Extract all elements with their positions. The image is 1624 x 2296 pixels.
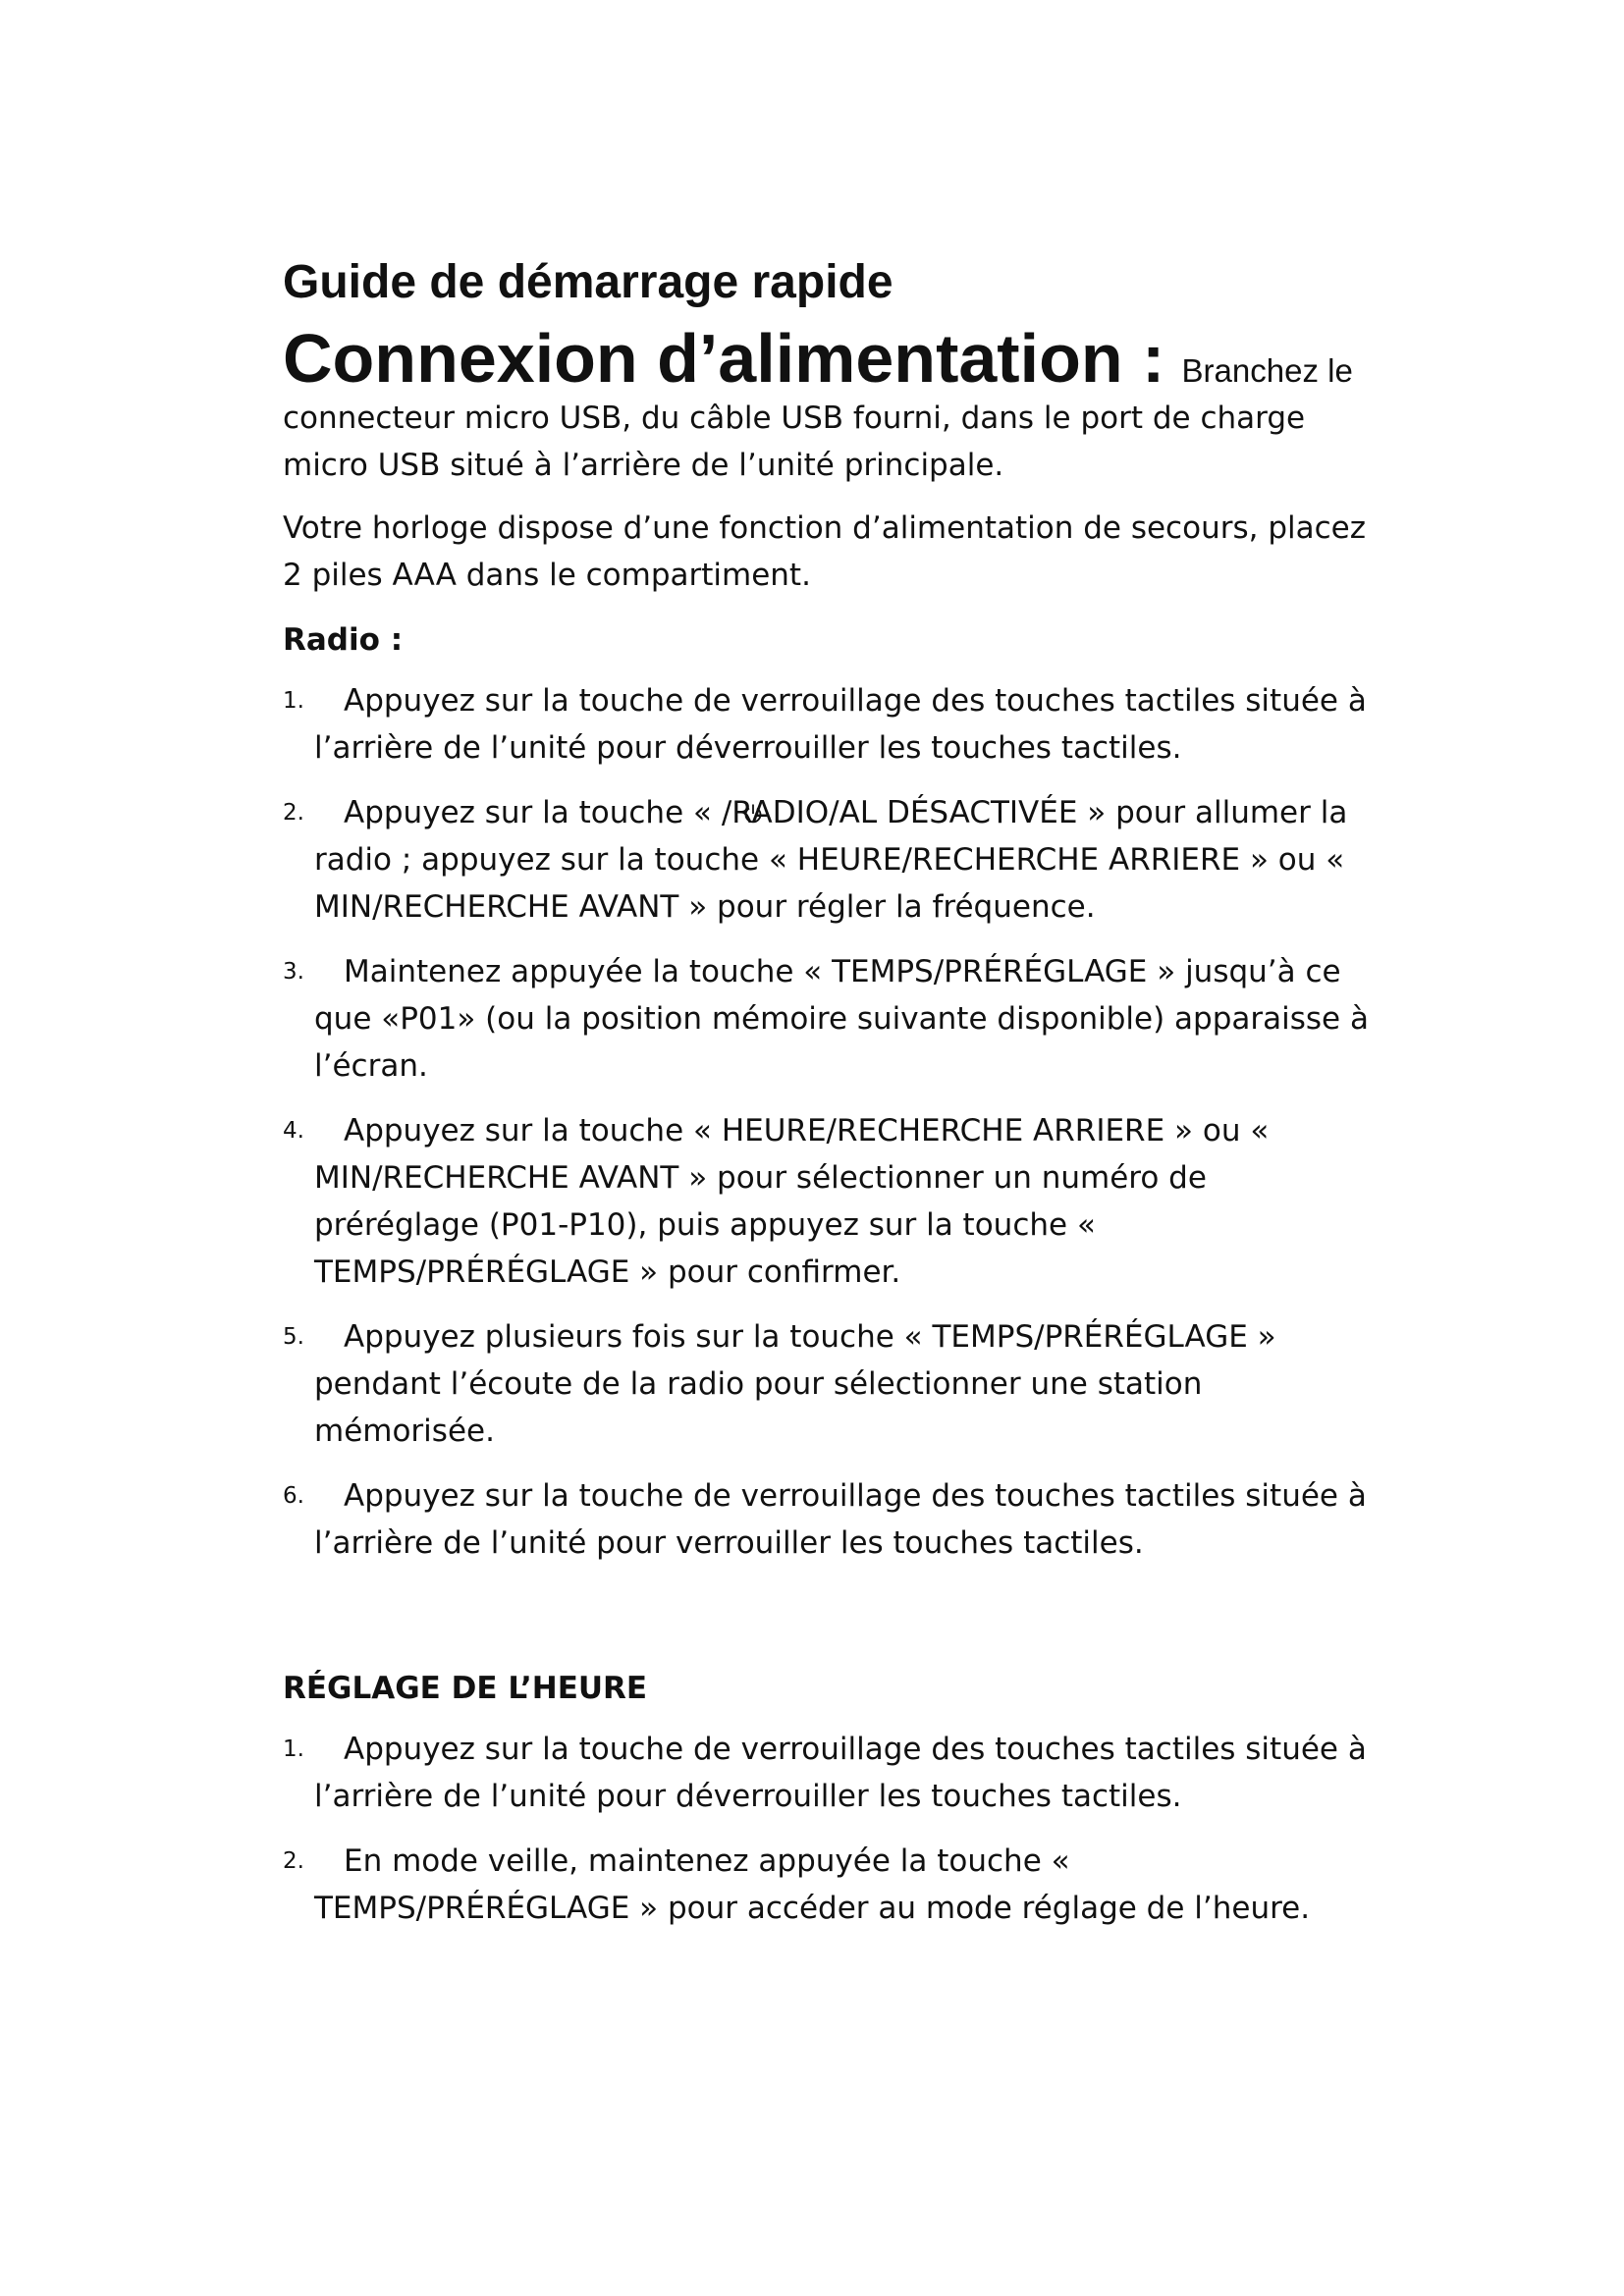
power-icon [714, 791, 733, 813]
step-text-after-icon: /RADIO/AL DÉSACTIVÉE » pour allumer la radio ; appuyez sur la touche « HEURE/RECHERCHE ARRIERE » ou « MIN/RECHERCHE AVANT » pour régler la fréquence. [314, 795, 1348, 925]
step-text: Appuyez sur la touche « HEURE/RECHERCHE ARRIERE » ou « MIN/RECHERCHE AVANT » pour sélectionner un numéro de préréglage (P01-P10), puis appuyez sur la touche « TEMPS/PRÉRÉGLAGE » pour confirmer. [314, 1113, 1270, 1290]
power-connection-inline: Branchez le [1181, 352, 1353, 389]
step-text: Appuyez sur la touche de verrouillage des touches tactiles située à l’arrière de l’unité pour déverrouiller les touches tactiles. [314, 1732, 1367, 1814]
step-number: 1. [283, 1736, 304, 1762]
radio-step [283, 1313, 1373, 1455]
time-setting-step [283, 1838, 1373, 1932]
step-number: 1. [283, 688, 304, 714]
radio-step [283, 789, 1373, 931]
step-text [314, 789, 1373, 931]
step-text: En mode veille, maintenez appuyée la touche « TEMPS/PRÉRÉGLAGE » pour accéder au mode réglage de l’heure. [314, 1843, 1311, 1926]
power-connection-heading: Connexion d’alimentation : [283, 320, 1165, 397]
step-number: 2. [283, 800, 304, 826]
radio-step [283, 1472, 1373, 1567]
guide-title: Guide de démarrage rapide [283, 256, 893, 308]
document-page [283, 245, 1373, 1949]
step-number: 4. [283, 1118, 304, 1144]
step-text: Appuyez sur la touche de verrouillage des touches tactiles située à l’arrière de l’unité pour déverrouiller les touches tactiles. [314, 683, 1367, 766]
radio-steps [283, 677, 1373, 1567]
step-text: Appuyez sur la touche de verrouillage des touches tactiles située à l’arrière de l’unité pour verrouiller les touches tactiles. [314, 1478, 1367, 1561]
step-text: Maintenez appuyée la touche « TEMPS/PRÉRÉGLAGE » jusqu’à ce que «P01» (ou la position mémoire suivante disponible) apparaisse à l’écran. [314, 954, 1369, 1084]
step-number: 3. [283, 959, 304, 985]
step-number: 6. [283, 1483, 304, 1509]
time-setting-steps [283, 1726, 1373, 1932]
radio-step [283, 948, 1373, 1090]
radio-heading: Radio : [283, 622, 404, 658]
step-number: 2. [283, 1848, 304, 1874]
step-number: 5. [283, 1324, 304, 1350]
time-setting-heading: RÉGLAGE DE L’HEURE [283, 1671, 648, 1706]
radio-step [283, 677, 1373, 772]
radio-step [283, 1107, 1373, 1296]
time-setting-step [283, 1726, 1373, 1820]
step-text: Appuyez plusieurs fois sur la touche « TEMPS/PRÉRÉGLAGE » pendant l’écoute de la radio pour sélectionner une station mémorisée. [314, 1319, 1276, 1449]
battery-backup-text: Votre horloge dispose d’une fonction d’alimentation de secours, placez 2 piles AAA dans le compartiment. [283, 510, 1366, 593]
step-text-before-icon: Appuyez sur la touche « [344, 795, 722, 830]
power-connection-text: connecteur micro USB, du câble USB fourni, dans le port de charge micro USB situé à l’arrière de l’unité principale. [283, 400, 1306, 483]
power-connection-intro [283, 320, 1373, 397]
